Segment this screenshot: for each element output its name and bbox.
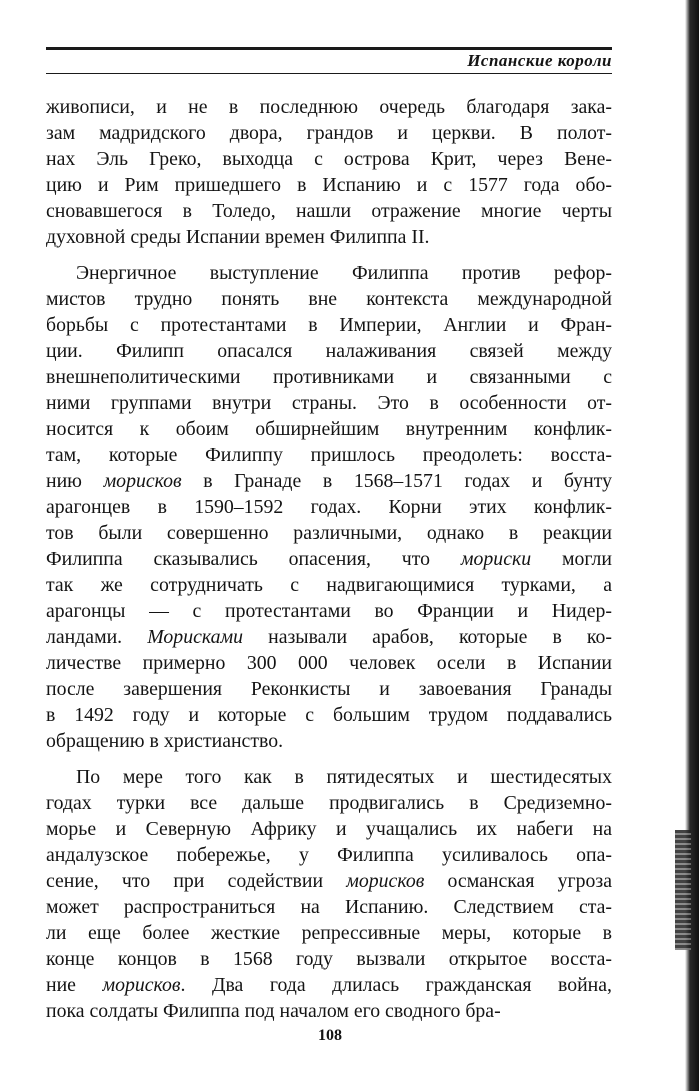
running-head: Испанские короли xyxy=(467,51,612,70)
text-run: после завершения Реконкисты и завоевания Гранады xyxy=(46,678,612,700)
text-run: морье и Северную Африку и учащались их набеги на xyxy=(46,818,612,840)
text-line xyxy=(46,520,612,546)
text-line xyxy=(46,868,612,894)
text-run: Энергичное выступление Филиппа против рефор- xyxy=(76,262,612,284)
text-line xyxy=(46,790,612,816)
text-run: андалузское побережье, у Филиппа усиливалось опа- xyxy=(46,844,612,866)
text-line xyxy=(46,650,612,676)
text-line xyxy=(46,494,612,520)
top-rule xyxy=(46,47,612,50)
text-line xyxy=(46,946,612,972)
italic-term: морисков xyxy=(102,974,181,996)
text-run: арагонцев в 1590–1592 годах. Корни этих конфлик- xyxy=(46,496,612,518)
text-run: ландами. xyxy=(46,626,148,648)
text-line xyxy=(46,364,612,390)
paragraph-gap xyxy=(46,754,612,764)
italic-term: морисков xyxy=(103,470,182,492)
text-run: носится к обоим обширнейшим внутренним конфлик- xyxy=(46,418,612,440)
text-line xyxy=(46,468,612,494)
text-run: ние xyxy=(46,974,103,996)
paragraph xyxy=(46,260,612,754)
text-line xyxy=(46,598,612,624)
text-run: в Гранаде в 1568–1571 годах и бунту xyxy=(181,470,612,492)
page-edge-mark xyxy=(675,830,691,950)
text-line xyxy=(46,172,612,198)
text-line xyxy=(46,920,612,946)
text-line xyxy=(46,198,612,224)
text-run: . Два года длилась гражданская война, xyxy=(180,974,612,996)
text-run: называли арабов, которые в ко- xyxy=(243,626,612,648)
text-run: так же сотрудничать с надвигающимися турками, а xyxy=(46,574,612,596)
text-run: личестве примерно 300 000 человек осели в Испании xyxy=(46,652,612,674)
text-line xyxy=(46,416,612,442)
text-run: борьбы с протестантами в Империи, Англии и Фран- xyxy=(46,314,612,336)
text-run: нах Эль Греко, выходца с острова Крит, через Вене- xyxy=(46,148,612,170)
text-line xyxy=(46,338,612,364)
text-run: нию xyxy=(46,470,104,492)
text-run: в 1492 году и которые с большим трудом поддавались xyxy=(46,704,612,726)
text-line xyxy=(46,842,612,868)
text-line xyxy=(46,676,612,702)
text-run: конце концов в 1568 году вызвали открытое восста- xyxy=(46,948,612,970)
text-line xyxy=(46,390,612,416)
text-line xyxy=(46,972,612,998)
text-run: Филиппа сказывались опасения, что xyxy=(46,548,461,570)
text-run: османская угроза xyxy=(424,870,612,892)
text-run: сновавшегося в Толедо, нашли отражение многие черты xyxy=(46,200,612,222)
text-line xyxy=(46,442,612,468)
text-run: живописи, и не в последнюю очередь благодаря зака- xyxy=(46,96,612,118)
italic-term: Морисками xyxy=(147,626,244,648)
text-run: пока солдаты Филиппа под началом его сводного бра- xyxy=(46,1000,501,1022)
paragraph xyxy=(46,764,612,1024)
text-line xyxy=(46,998,612,1024)
text-run: цию и Рим пришедшего в Испанию и с 1577 года обо- xyxy=(46,174,612,196)
text-run: там, которые Филиппу пришлось преодолеть: восста- xyxy=(46,444,612,466)
text-line xyxy=(46,120,612,146)
text-line xyxy=(46,260,612,286)
paragraph-gap xyxy=(46,250,612,260)
text-run: может распространиться на Испанию. Следствием ста- xyxy=(46,896,612,918)
text-line xyxy=(46,894,612,920)
text-run: По мере того как в пятидесятых и шестидесятых xyxy=(76,766,612,788)
text-run: арагонцы — с протестантами во Франции и Нидер- xyxy=(46,600,612,622)
text-line xyxy=(46,624,612,650)
text-line xyxy=(46,572,612,598)
head-rule xyxy=(46,73,612,74)
text-run: могли xyxy=(531,548,612,570)
text-line xyxy=(46,764,612,790)
text-line xyxy=(46,702,612,728)
text-run: тов были совершенно различными, однако в реакции xyxy=(46,522,612,544)
italic-term: мориски xyxy=(460,548,532,570)
text-run: годах турки все дальше продвигались в Средиземно- xyxy=(46,792,612,814)
text-line xyxy=(46,146,612,172)
text-line xyxy=(46,94,612,120)
text-line xyxy=(46,224,612,250)
text-run: внешнеполитическими противниками и связанными с xyxy=(46,366,612,388)
text-line xyxy=(46,546,612,572)
italic-term: морисков xyxy=(346,870,425,892)
text-run: ли еще более жесткие репрессивные меры, которые в xyxy=(46,922,612,944)
text-line xyxy=(46,312,612,338)
page-number: 108 xyxy=(318,1027,342,1044)
text-run: сение, что при содействии xyxy=(46,870,347,892)
text-run: обращению в христианство. xyxy=(46,730,284,752)
text-run: мистов трудно понять вне контекста международной xyxy=(46,288,612,310)
text-line xyxy=(46,728,612,754)
text-run: ции. Филипп опасался налаживания связей между xyxy=(46,340,612,362)
body-text xyxy=(46,94,612,1024)
text-line xyxy=(46,286,612,312)
text-run: зам мадридского двора, грандов и церкви. В полот- xyxy=(46,122,612,144)
text-run: духовной среды Испании времен Филиппа II. xyxy=(46,226,430,248)
paragraph xyxy=(46,94,612,250)
text-line xyxy=(46,816,612,842)
text-run: ними группами внутри страны. Это в особенности от- xyxy=(46,392,612,414)
